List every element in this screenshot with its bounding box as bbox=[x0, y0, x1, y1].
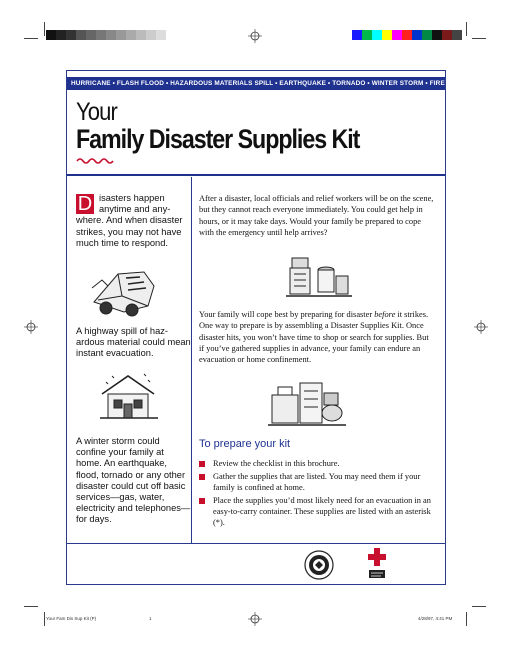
registration-mark-icon bbox=[248, 612, 262, 626]
food-supplies-illustration bbox=[286, 250, 352, 298]
crop-mark bbox=[24, 38, 38, 39]
list-item: Place the supplies you’d most likely need for an evacuation in an easy-to-carry container. These supplies are listed with an asterisk (*). bbox=[199, 495, 439, 529]
registration-mark-icon bbox=[248, 29, 262, 43]
crop-mark bbox=[24, 606, 38, 607]
registration-mark-icon bbox=[24, 320, 38, 334]
footer-slug: Your Fam Dis Sup Kit (P) bbox=[46, 616, 97, 621]
winter-house-illustration bbox=[98, 370, 160, 422]
crop-mark bbox=[466, 22, 467, 36]
grayscale-bar bbox=[46, 30, 166, 40]
prepare-kit-list bbox=[199, 458, 439, 530]
crop-mark bbox=[44, 22, 45, 36]
color-bar bbox=[352, 30, 462, 40]
bullet-square-icon bbox=[199, 498, 205, 504]
red-cross-logo-icon bbox=[367, 548, 387, 580]
prepare-paragraph: Your family will cope best by preparing for disaster before it strikes. One way to prepare is by assembling a Disaster Supplies Kit. Once disaster hits, you won’t have time to shop or search for supplies. But if you’ve gathered supplies in advance, your family can endure an evacuation or home confinement. bbox=[199, 310, 429, 365]
red-squiggle-decoration bbox=[76, 156, 116, 164]
drop-cap: D bbox=[77, 193, 93, 215]
bullet-square-icon bbox=[199, 461, 205, 467]
page-title: Family Disaster Supplies Kit bbox=[76, 124, 360, 154]
crop-mark bbox=[44, 612, 45, 626]
crop-mark bbox=[472, 38, 486, 39]
footer-page-number: 1 bbox=[149, 616, 152, 621]
intro-paragraph bbox=[76, 193, 192, 249]
emergency-kit-illustration bbox=[268, 373, 346, 429]
footer-timestamp: 4/28/97, 4:41 PM bbox=[418, 616, 453, 621]
crop-mark bbox=[466, 612, 467, 626]
crop-mark bbox=[472, 606, 486, 607]
tanker-truck-illustration bbox=[88, 266, 160, 318]
prepare-kit-heading: To prepare your kit bbox=[199, 438, 291, 450]
registration-mark-icon bbox=[474, 320, 488, 334]
list-item: Review the checklist in this brochure. bbox=[199, 458, 439, 469]
bullet-square-icon bbox=[199, 474, 205, 480]
intro-text: isasters happen anytime and any-where. And when disaster strikes, you may not have much time to respond. bbox=[76, 193, 183, 248]
hazmat-paragraph: A highway spill of haz-ardous material could mean instant evacuation. bbox=[76, 326, 191, 359]
title-rule bbox=[67, 174, 445, 176]
fema-seal-icon bbox=[304, 550, 334, 580]
list-item: Gather the supplies that are listed. You may need them if your family is confined at home. bbox=[199, 471, 439, 494]
title-line-your: Your bbox=[76, 98, 117, 126]
officials-paragraph: After a disaster, local officials and relief workers will be on the scene, but they cannot reach everyone immediately. You could get help in hours, or it may take days. Would your family be prepared to cope with the emergency until help arrives? bbox=[199, 194, 434, 237]
footer-rule bbox=[67, 543, 445, 544]
winter-storm-paragraph: A winter storm could confine your family at home. An earthquake, flood, tornado or any other disaster could cut off basic services—gas, water, electricity and telephones—for days. bbox=[76, 436, 191, 525]
hazard-banner: HURRICANE • FLASH FLOOD • HAZARDOUS MATERIALS SPILL • EARTHQUAKE • TORNADO • WINTER STORM • FIRE bbox=[67, 77, 445, 90]
